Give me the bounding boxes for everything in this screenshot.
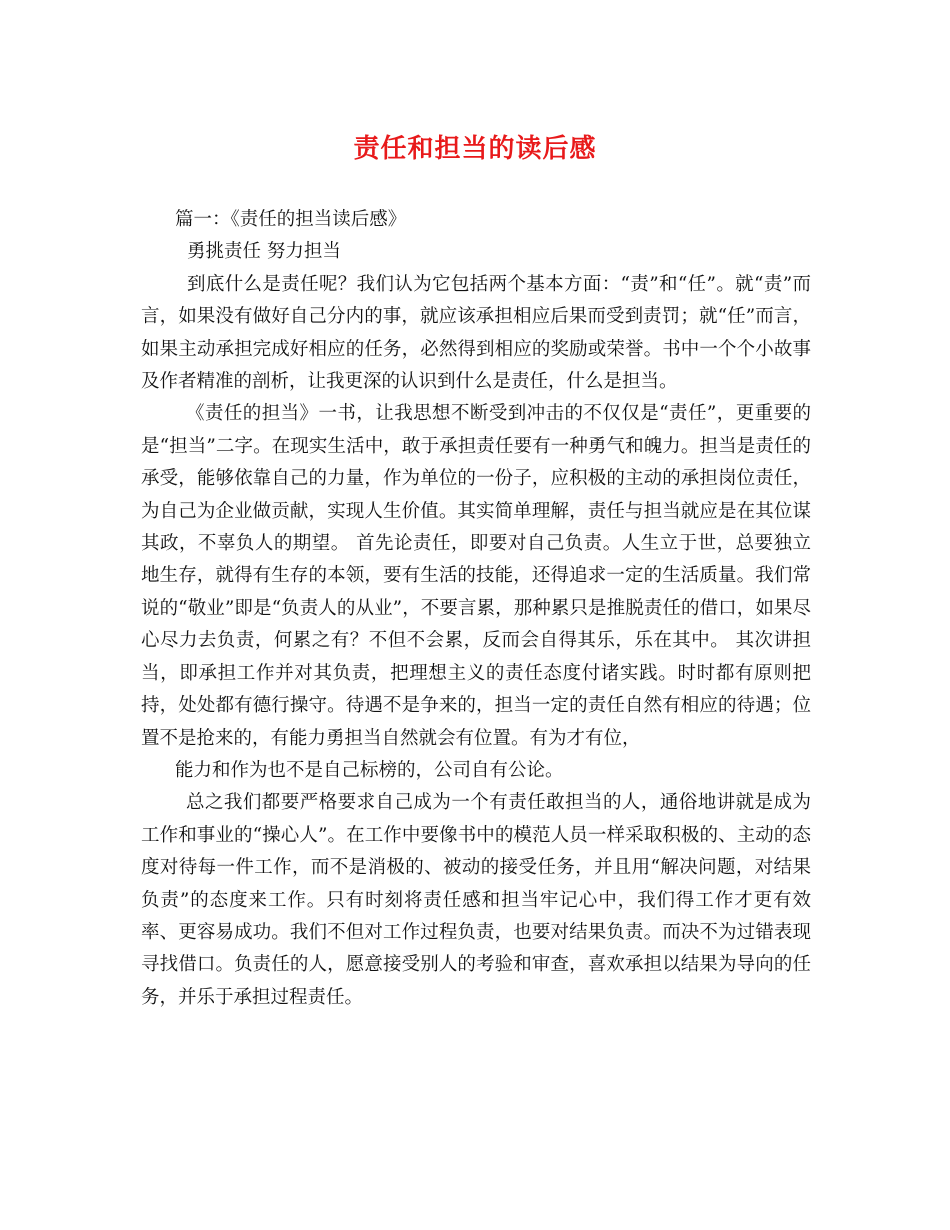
- paragraph-definition: 到底什么是责任呢？我们认为它包括两个基本方面：“责”和“任”。就“责”而言，如果没有做好自己分内的事，就应该承担相应后果而受到责罚；就“任”而言，如果主动承担完成好相应的任务，必然得到相应的奖励或荣誉。书中一个个小故事及作者精准的剖析，让我更深的认识到什么是责任，什么是担当。: [141, 273, 811, 393]
- paragraph-continuation: 能力和作为也不是自己标榜的，公司自有公论。: [175, 759, 564, 781]
- section-subheading: 勇挑责任 努力担当: [187, 241, 341, 263]
- paragraph-summary: 总之我们都要严格要求自己成为一个有责任敢担当的人，通俗地讲就是成为工作和事业的“操心人”。在工作中要像书中的模范人员一样采取积极的、主动的态度对待每一件工作，而不是消极的、被动的接受任务，并且用“解决问题，对结果负责”的态度来工作。只有时刻将责任感和担当牢记心中，我们得工作才更有效率、更容易成功。我们不但对工作过程负责，也要对结果负责。而决不为过错表现寻找借口。负责任的人，愿意接受别人的考验和审查，喜欢承担以结果为导向的任务，并乐于承担过程责任。: [141, 792, 811, 1008]
- document-title: 责任和担当的读后感: [353, 134, 597, 164]
- paragraph-book: 《责任的担当》一书，让我思想不断受到冲击的不仅仅是“责任”，更重要的是“担当”二字。在现实生活中，敢于承担责任要有一种勇气和魄力。担当是责任的承受，能够依靠自己的力量，作为单位的一份子，应积极的主动的承担岗位责任，为自己为企业做贡献，实现人生价值。其实简单理解，责任与担当就应是在其位谋其政，不辜负人的期望。 首先论责任，即要对自己负责。人生立于世，总要独立地生存，就得有生存的本领，要有生活的技能，还得追求一定的生活质量。我们常说的“敬业”即是“负责人的从业”，不要言累，那种累只是推脱责任的借口，如果尽心尽力去负责，何累之有？不但不会累，反而会自得其乐，乐在其中。 其次讲担当，即承担工作并对其负责，把理想主义的责任态度付诸实践。时时都有原则把持，处处都有德行操守。待遇不是争来的，担当一定的责任自然有相应的待遇；位置不是抢来的，有能力勇担当自然就会有位置。有为才有位，: [141, 403, 811, 749]
- document-body: [141, 204, 811, 1014]
- chapter-heading: 篇一：《责任的担当读后感》: [175, 209, 407, 230]
